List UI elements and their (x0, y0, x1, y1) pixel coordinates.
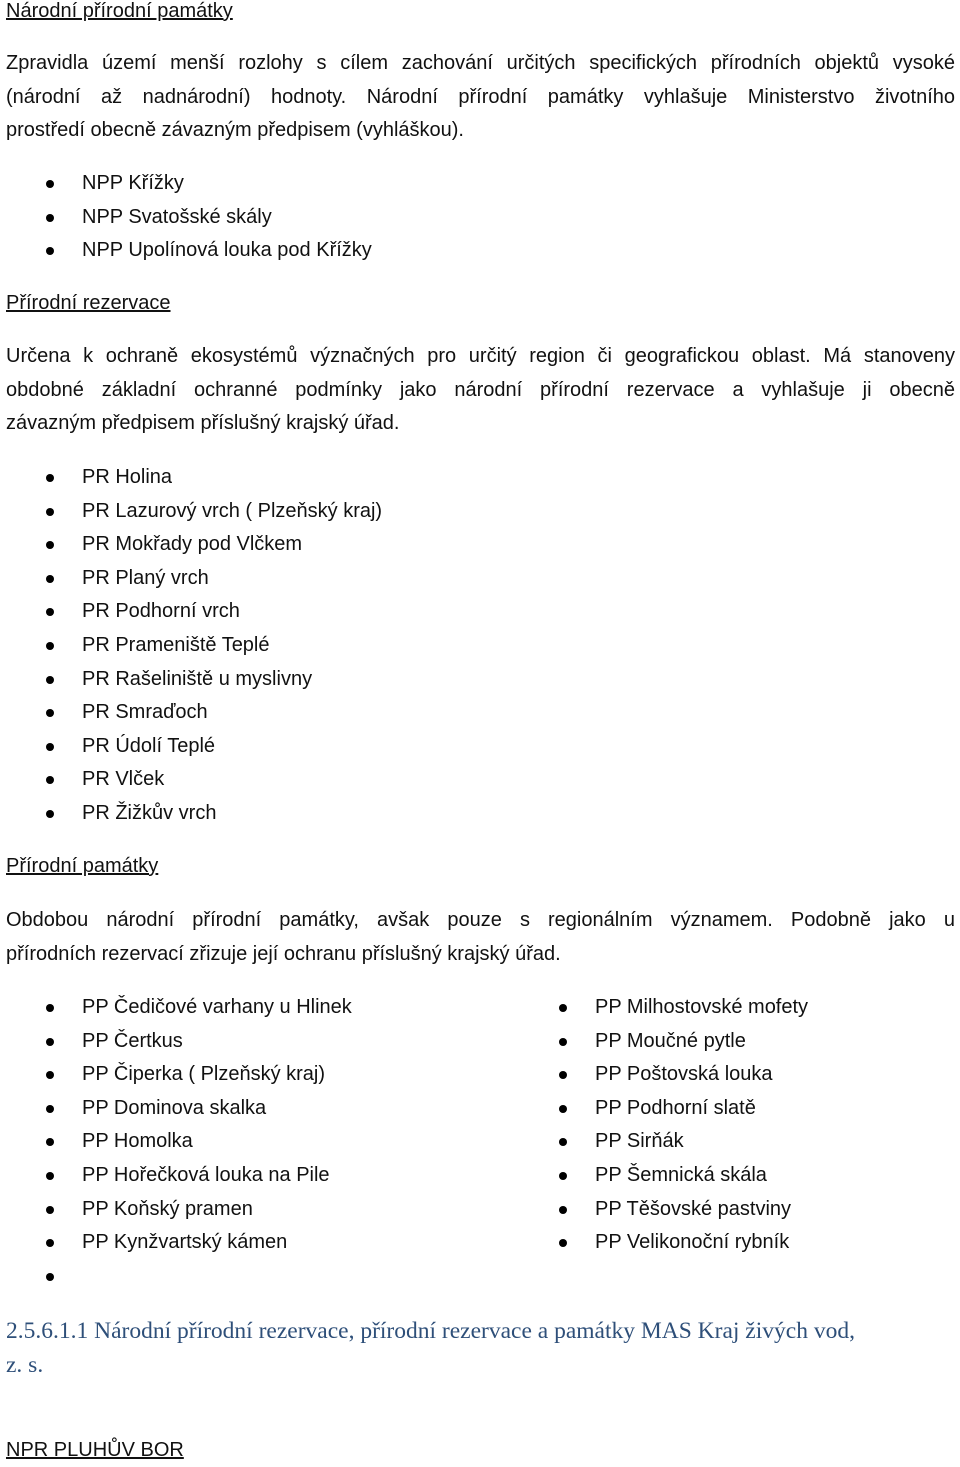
bullet-icon (559, 1172, 567, 1180)
paragraph-line: Obdobou národní přírodní památky, avšak pouze s regionálním významem. Podobně jako u (6, 909, 955, 931)
bullet-icon (46, 642, 54, 650)
bullet-icon (46, 1206, 54, 1214)
bullet-icon (46, 1172, 54, 1180)
list-item (519, 1226, 949, 1260)
list-item (6, 1125, 486, 1159)
bullet-icon (46, 1038, 54, 1046)
bullet-icon (46, 776, 54, 784)
list-item-label: PR Údolí Teplé (82, 734, 216, 757)
bullet-icon (46, 1239, 54, 1247)
list-item-label: PP Milhostovské mofety (595, 996, 809, 1018)
bullet-icon (559, 1206, 567, 1214)
paragraph-line: (národní až nadnárodní) hodnoty. Národní přírodní památky vyhlašuje Ministerstvo životního (6, 85, 955, 108)
list-item (6, 696, 382, 730)
list-item-label: PP Velikonoční rybník (595, 1231, 790, 1254)
bullet-icon (559, 1038, 567, 1046)
list-item (6, 461, 382, 495)
bullet-icon (46, 575, 54, 583)
list-item-label: NPP Křížky (82, 172, 184, 194)
list-item (6, 1159, 486, 1193)
list-item (6, 1193, 486, 1227)
heading-npr: NPR PLUHŮV BOR (6, 1439, 184, 1461)
list-item-label: PR Holina (82, 466, 173, 488)
list-item-label: PP Těšovské pastviny (595, 1197, 792, 1220)
list-item-label: PP Poštovská louka (595, 1063, 773, 1086)
list-item (519, 1125, 949, 1159)
section-title (6, 1314, 955, 1382)
heading-pr: Přírodní rezervace (6, 292, 171, 314)
list-item-empty (6, 1260, 486, 1294)
paragraph-line: Zpravidla území menší rozlohy s cílem zachování určitých specifických přírodních objektů vysoké (6, 52, 955, 74)
list-item (519, 1159, 949, 1193)
list-item-label: PR Žižkův vrch (82, 801, 217, 824)
list-item (6, 1025, 486, 1059)
list-item (6, 1058, 486, 1092)
list-item-label: NPP Svatošské skály (82, 205, 272, 228)
list-item-label: PP Čedičové varhany u Hlinek (82, 996, 352, 1018)
list-item (6, 167, 372, 201)
list-item (519, 1193, 949, 1227)
list-item-label: PR Prameniště Teplé (82, 633, 270, 656)
list-item-label: PP Čiperka ( Plzeňský kraj) (82, 1063, 326, 1086)
list-item (6, 797, 382, 831)
list-item-label: PP Moučné pytle (595, 1029, 746, 1052)
list-item-label: PP Hořečková louka na Pile (82, 1163, 330, 1186)
bullet-icon (46, 247, 54, 255)
list-item (6, 528, 382, 562)
paragraph-line: obdobné základní ochranné podmínky jako národní přírodní rezervace a vyhlašuje ji obecně (6, 378, 955, 401)
list-item (519, 1058, 949, 1092)
bullet-icon (46, 508, 54, 516)
bullet-icon (46, 541, 54, 549)
list-item-label: PP Sirňák (595, 1130, 684, 1153)
list-item (6, 730, 382, 764)
paragraph-npp (6, 47, 955, 148)
list-item (6, 1226, 486, 1260)
bullet-icon (46, 474, 54, 482)
paragraph-pp (6, 904, 955, 971)
bullet-icon (46, 214, 54, 222)
bullet-icon (46, 1138, 54, 1146)
paragraph-line: prostředí obecně závazným předpisem (vyhláškou). (6, 119, 464, 141)
section-title-line: z. s. (6, 1352, 44, 1378)
list-item (6, 234, 372, 268)
paragraph-line: přírodních rezervací zřizuje její ochranu příslušný krajský úřad. (6, 942, 561, 965)
npp-list (6, 167, 372, 268)
bullet-icon (46, 180, 54, 188)
bullet-icon (559, 1071, 567, 1079)
list-item-label: PR Smraďoch (82, 701, 208, 724)
bullet-icon (559, 1138, 567, 1146)
list-item-label: PR Planý vrch (82, 566, 209, 589)
list-item (6, 663, 382, 697)
list-item-label: NPP Upolínová louka pod Křížky (82, 239, 372, 262)
list-item-label: PP Šemnická skála (595, 1163, 767, 1186)
list-item-label: PP Homolka (82, 1130, 193, 1153)
list-item-label: PR Vlček (82, 768, 165, 791)
list-item (6, 991, 486, 1025)
list-item-label: PP Čertkus (82, 1029, 183, 1052)
list-item (6, 495, 382, 529)
list-item (6, 763, 382, 797)
list-item-label: PR Rašeliniště u myslivny (82, 667, 313, 690)
pp-list-right (519, 991, 949, 1260)
bullet-icon (46, 1004, 54, 1012)
list-item (519, 1025, 949, 1059)
bullet-icon (46, 1273, 54, 1281)
list-item-label: PP Koňský pramen (82, 1197, 253, 1220)
list-item-label: PR Mokřady pod Vlčkem (82, 533, 303, 556)
list-item (6, 201, 372, 235)
list-item (519, 991, 949, 1025)
bullet-icon (46, 743, 54, 751)
pr-list (6, 461, 382, 831)
list-item-label: PP Podhorní slatě (595, 1096, 756, 1119)
list-item-label: PP Kynžvartský kámen (82, 1231, 288, 1254)
bullet-icon (559, 1239, 567, 1247)
bullet-icon (46, 608, 54, 616)
paragraph-pr (6, 340, 955, 441)
bullet-icon (46, 709, 54, 717)
heading-pp: Přírodní památky (6, 855, 159, 877)
list-item-label: PR Lazurový vrch ( Plzeňský kraj) (82, 499, 383, 522)
paragraph-line: Určena k ochraně ekosystémů význačných pro určitý region či geografickou oblast. Má stanoveny (6, 345, 955, 367)
bullet-icon (46, 676, 54, 684)
bullet-icon (559, 1004, 567, 1012)
heading-npp: Národní přírodní památky (6, 0, 233, 22)
list-item (6, 562, 382, 596)
list-item-label: PR Podhorní vrch (82, 600, 240, 623)
bullet-icon (46, 1105, 54, 1113)
list-item-label: PP Dominova skalka (82, 1096, 267, 1119)
list-item (6, 1092, 486, 1126)
list-item (519, 1092, 949, 1126)
bullet-icon (559, 1105, 567, 1113)
section-title-line: 2.5.6.1.1 Národní přírodní rezervace, přírodní rezervace a památky MAS Kraj živých vod, (6, 1318, 855, 1344)
paragraph-line: závazným předpisem příslušný krajský úřad. (6, 412, 400, 434)
list-item (6, 595, 382, 629)
list-item (6, 629, 382, 663)
pp-list-left (6, 991, 486, 1293)
bullet-icon (46, 1071, 54, 1079)
bullet-icon (46, 810, 54, 818)
